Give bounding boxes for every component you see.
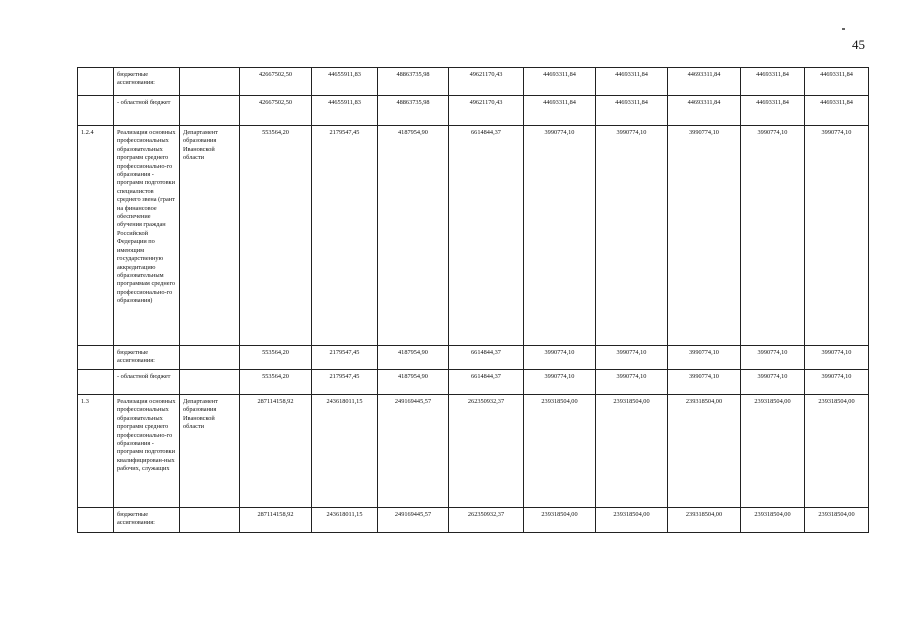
value-cell: 3990774,10 xyxy=(741,370,805,395)
value-cell: 49621170,43 xyxy=(449,96,524,126)
row-name: бюджетные ассигнования: xyxy=(114,68,180,96)
value-cell: 287114158,92 xyxy=(240,508,312,533)
value-cell: 239318504,00 xyxy=(524,395,596,508)
value-cell: 287114158,92 xyxy=(240,395,312,508)
value-cell: 243618011,15 xyxy=(312,395,378,508)
value-cell: 553564,20 xyxy=(240,370,312,395)
row-code xyxy=(78,96,114,126)
value-cell: 3990774,10 xyxy=(596,126,668,346)
value-cell: 239318504,00 xyxy=(596,508,668,533)
value-cell: 42667502,50 xyxy=(240,96,312,126)
row-name: Реализация основных профессиональных образовательных программ среднего профессионально-го образования - программ подготовки специалистов среднего звена (грант на финансовое обеспечение обучения граждан Российской Федерации по имеющим государственную аккредитацию образовательным программам среднего профессионально-го образования) xyxy=(114,126,180,346)
value-cell: 3990774,10 xyxy=(524,370,596,395)
value-cell: 239318504,00 xyxy=(805,508,869,533)
value-cell: 44693311,84 xyxy=(596,68,668,96)
value-cell: 44693311,84 xyxy=(805,96,869,126)
value-cell: 262350932,37 xyxy=(449,395,524,508)
row-executor xyxy=(180,96,240,126)
value-cell: 44693311,84 xyxy=(668,68,741,96)
row-executor: Департамент образования Ивановской области xyxy=(180,126,240,346)
value-cell: 2179547,45 xyxy=(312,126,378,346)
value-cell: 44693311,84 xyxy=(596,96,668,126)
scan-mark xyxy=(842,28,845,30)
value-cell: 2179547,45 xyxy=(312,370,378,395)
value-cell: 262350932,37 xyxy=(449,508,524,533)
value-cell: 3990774,10 xyxy=(596,370,668,395)
value-cell: 3990774,10 xyxy=(524,346,596,370)
row-name: - областной бюджет xyxy=(114,96,180,126)
value-cell: 239318504,00 xyxy=(805,395,869,508)
value-cell: 553564,20 xyxy=(240,346,312,370)
table-row xyxy=(78,370,869,395)
value-cell: 239318504,00 xyxy=(741,508,805,533)
row-name: бюджетные ассигнования: xyxy=(114,508,180,533)
value-cell: 3990774,10 xyxy=(668,346,741,370)
row-executor xyxy=(180,346,240,370)
page-number: 45 xyxy=(852,37,865,52)
table-row xyxy=(78,346,869,370)
value-cell: 249169445,57 xyxy=(378,395,449,508)
value-cell: 3990774,10 xyxy=(596,346,668,370)
value-cell: 4187954,90 xyxy=(378,346,449,370)
row-code: 1.3 xyxy=(78,395,114,508)
value-cell: 6614844,37 xyxy=(449,346,524,370)
value-cell: 49621170,43 xyxy=(449,68,524,96)
row-executor: Департамент образования Ивановской области xyxy=(180,395,240,508)
value-cell: 48863735,98 xyxy=(378,96,449,126)
value-cell: 6614844,37 xyxy=(449,370,524,395)
row-code xyxy=(78,346,114,370)
value-cell: 249169445,57 xyxy=(378,508,449,533)
table-row xyxy=(78,395,869,508)
value-cell: 3990774,10 xyxy=(805,346,869,370)
row-name: - областной бюджет xyxy=(114,370,180,395)
table-row xyxy=(78,96,869,126)
value-cell: 239318504,00 xyxy=(668,508,741,533)
value-cell: 553564,20 xyxy=(240,126,312,346)
row-name: Реализация основных профессиональных образовательных программ среднего профессионально-го образования - программ подготовки квалифицирован-ных рабочих, служащих xyxy=(114,395,180,508)
row-executor xyxy=(180,68,240,96)
value-cell: 44655911,83 xyxy=(312,96,378,126)
row-code xyxy=(78,68,114,96)
value-cell: 243618011,15 xyxy=(312,508,378,533)
value-cell: 4187954,90 xyxy=(378,126,449,346)
row-code xyxy=(78,508,114,533)
table-row xyxy=(78,508,869,533)
value-cell: 44693311,84 xyxy=(805,68,869,96)
value-cell: 3990774,10 xyxy=(805,126,869,346)
value-cell: 44655911,83 xyxy=(312,68,378,96)
value-cell: 42667502,50 xyxy=(240,68,312,96)
value-cell: 6614844,37 xyxy=(449,126,524,346)
row-executor xyxy=(180,508,240,533)
value-cell: 4187954,90 xyxy=(378,370,449,395)
value-cell: 48863735,98 xyxy=(378,68,449,96)
budget-table xyxy=(77,67,869,533)
value-cell: 44693311,84 xyxy=(741,68,805,96)
value-cell: 239318504,00 xyxy=(596,395,668,508)
value-cell: 3990774,10 xyxy=(741,346,805,370)
value-cell: 3990774,10 xyxy=(668,370,741,395)
row-name: бюджетные ассигнования: xyxy=(114,346,180,370)
value-cell: 3990774,10 xyxy=(741,126,805,346)
value-cell: 44693311,84 xyxy=(741,96,805,126)
value-cell: 3990774,10 xyxy=(524,126,596,346)
value-cell: 2179547,45 xyxy=(312,346,378,370)
value-cell: 3990774,10 xyxy=(668,126,741,346)
value-cell: 3990774,10 xyxy=(805,370,869,395)
table-row xyxy=(78,126,869,346)
row-code xyxy=(78,370,114,395)
row-code: 1.2.4 xyxy=(78,126,114,346)
value-cell: 44693311,84 xyxy=(524,96,596,126)
value-cell: 239318504,00 xyxy=(668,395,741,508)
table-row xyxy=(78,68,869,96)
value-cell: 44693311,84 xyxy=(668,96,741,126)
value-cell: 44693311,84 xyxy=(524,68,596,96)
value-cell: 239318504,00 xyxy=(524,508,596,533)
value-cell: 239318504,00 xyxy=(741,395,805,508)
row-executor xyxy=(180,370,240,395)
